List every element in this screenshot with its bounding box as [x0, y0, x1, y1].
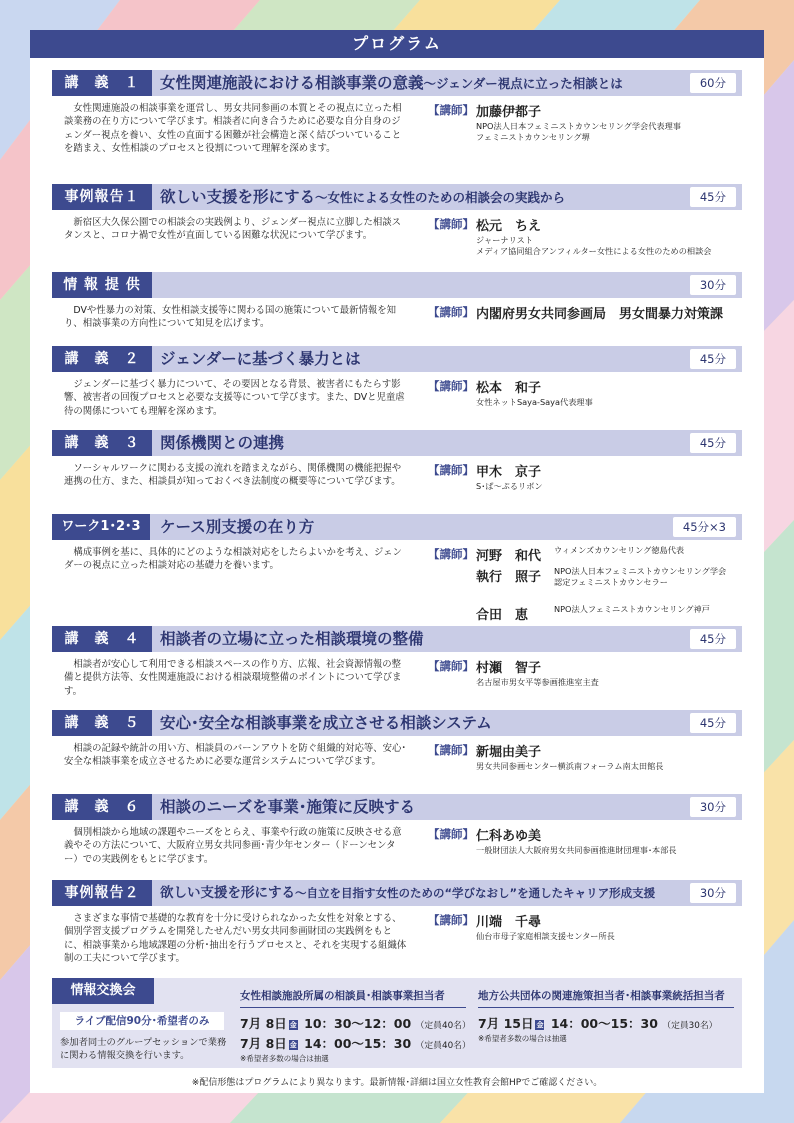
section-header: [52, 514, 742, 540]
section-lecture-3: [52, 430, 742, 512]
lecturer-name: 合田 恵: [476, 608, 529, 623]
lecturer-name: 松本 和子: [476, 381, 542, 396]
lecturer-row: [476, 604, 710, 623]
weekday-badge: 金: [289, 1020, 297, 1029]
section-header: [52, 184, 742, 210]
section-case-report-1: [52, 184, 742, 270]
duration-badge: 30分: [690, 883, 736, 903]
lecturer-label: 【講師】: [428, 743, 474, 757]
section-tag: 事例報告２: [52, 880, 152, 906]
session-row: 7月 8日 金 14：00〜15：30 （定員40名）: [240, 1036, 471, 1051]
section-tag: 講 義 ６: [52, 794, 152, 820]
section-description: ソーシャルワークに関わる支援の流れを踏まえながら、関係機関の機能把握や連携の仕方、また、相談員が知っておくべき法制度の概要等について学びます。: [64, 463, 402, 488]
section-description: 構成事例を基に、具体的にどのような相談対応をしたらよいかを考え、ジェンダーの視点に立った相談対応の基礎力を養います。: [64, 547, 402, 572]
section-description: さまざまな事情で基礎的な教育を十分に受けられなかった女性を対象とする、個別学習支援プログラムを開発したせんだい男女共同参画財団の実践例をもとに、相談事業から地域課題の分析･抽出を行うプロセスと、それを実現する組織体制の工夫について学びます。: [64, 913, 407, 964]
section-header: [52, 346, 742, 372]
exchange-tag: 情報交換会: [52, 978, 154, 1004]
lecturer-name: 執行 照子: [476, 570, 542, 585]
section-info: [52, 272, 742, 342]
capacity: （定員40名）: [415, 1021, 471, 1031]
capacity: （定員40名）: [415, 1041, 471, 1051]
lecturer-row: [476, 566, 726, 588]
page-title: プログラム: [30, 30, 764, 58]
live-stream-badge: ライブ配信90分･希望者のみ: [60, 1012, 224, 1030]
section-title: 安心･安全な相談事業を成立させる相談システム: [160, 714, 492, 732]
lecturer-name: 仁科あゆ美: [476, 829, 542, 844]
lecturer-label: 【講師】: [428, 547, 474, 561]
section-subtitle: 〜ジェンダー視点に立った相談とは: [423, 76, 623, 91]
weekday-badge: 金: [289, 1040, 297, 1049]
exchange-column-heading: 女性相談施設所属の相談員･相談事業担当者: [240, 988, 466, 1008]
section-subtitle: 〜自立を目指す女性のための“学びなおし”を通したキャリア形成支援: [295, 886, 656, 900]
lecturer-affiliation: ウィメンズカウンセリング徳島代表: [554, 545, 685, 555]
section-header: [52, 626, 742, 652]
section-description: 女性関連施設の相談事業を運営し、男女共同参画の本質とその視点に立った相談業務の在り方について学びます。相談者に向き合うために必要な自分自身のジェンダー視点を養い、女性の直面する困難が社会構造と深く結びついていることを踏まえ、女性相談のプロセスと役割について理解を深めます。: [64, 103, 402, 154]
section-description: ジェンダーに基づく暴力について、その要因となる背景、被害者にもたらす影響、被害者の回復プロセスと必要な支援等について学びます。また、DVと児童虐待の関係についても理解を深めます。: [64, 379, 405, 417]
lecturer-name: 新堀由美子: [476, 745, 542, 760]
section-subtitle: 〜女性による女性のための相談会の実践から: [315, 190, 566, 205]
section-header: [52, 430, 742, 456]
section-lecture-4: [52, 626, 742, 708]
duration-badge: 30分: [690, 797, 736, 817]
duration-badge: 45分: [690, 187, 736, 207]
section-case-report-2: [52, 880, 742, 976]
section-tag: 情 報 提 供: [52, 272, 152, 298]
section-lecture-5: [52, 710, 742, 792]
session-row: 7月 15日 金 14：00〜15：30 （定員30名）: [478, 1016, 718, 1031]
lecturer-affiliation: 名古屋市男女平等参画推進室主査: [476, 677, 599, 687]
section-title: 欲しい支援を形にする〜女性による女性のための相談会の実践から: [160, 188, 566, 206]
lecturer-name: 河野 和代: [476, 549, 542, 564]
section-work: [52, 514, 742, 636]
section-description: DVや性暴力の対策、女性相談支援等に関わる国の施策について最新情報を知り、相談事業の方向性について知見を広げます。: [64, 305, 397, 330]
section-description: 相談の記録や統計の用い方、相談員のバーンアウトを防ぐ組織的対応等、安心･安全な相談事業を成立させるために必要な運営システムについて学びます。: [64, 743, 407, 768]
section-description: 相談者が安心して利用できる相談スペースの作り方、広報、社会資源情報の整備と提供方法等、女性関連施設における相談環境整備のポイントについて学びます。: [64, 659, 402, 697]
section-title: 欲しい支援を形にする〜自立を目指す女性のための“学びなおし”を通したキャリア形成支援: [160, 885, 656, 901]
lecturer-label: 【講師】: [428, 659, 474, 673]
section-description: 個別相談から地域の課題やニーズをとらえ、事業や行政の施策に反映させる意義やその方法について、大阪府立男女共同参画･青少年センター（ドーンセンター）での実践例をもとに学びます。: [64, 827, 402, 865]
section-title: 女性関連施設における相談事業の意義〜ジェンダー視点に立った相談とは: [160, 74, 623, 92]
duration-badge: 45分: [690, 629, 736, 649]
section-title: ジェンダーに基づく暴力とは: [160, 350, 361, 368]
capacity: （定員30名）: [662, 1021, 718, 1031]
lecturer-name: 内閣府男女共同参画局 男女間暴力対策課: [476, 307, 724, 322]
lecturer-affiliation: 一般財団法人大阪府男女共同参画推進財団理事･本部長: [476, 845, 677, 855]
lecturer-name: 甲木 京子: [476, 465, 542, 480]
lecturer-label: 【講師】: [428, 305, 474, 319]
exchange-column-heading: 地方公共団体の関連施策担当者･相談事業統括担当者: [478, 988, 734, 1008]
section-lecture-2: [52, 346, 742, 428]
duration-badge: 45分: [690, 349, 736, 369]
section-description: 新宿区大久保公園での相談会の実践例より、ジェンダー視点に立脚した相談スタンスと、コロナ禍で女性が直面している困難な状況について学びます。: [64, 217, 401, 242]
section-header: [52, 794, 742, 820]
session-row: 7月 8日 金 10：30〜12：00 （定員40名）: [240, 1016, 471, 1031]
section-lecture-6: [52, 794, 742, 876]
section-header: [52, 710, 742, 736]
lecturer-affiliation: ジャーナリスト メディア協同組合アンフィルター女性による女性のための相談会: [476, 235, 712, 256]
lecturer-name: 村瀬 智子: [476, 661, 542, 676]
duration-badge: 45分: [690, 433, 736, 453]
lottery-note: ※希望者多数の場合は抽選: [240, 1054, 329, 1063]
section-lecture-1: [52, 70, 742, 180]
lecturer-name: 川端 千尋: [476, 915, 542, 930]
footer-note: ※配信形態はプログラムにより異なります。最新情報･詳細は国立女性教育会館HPでご確認ください。: [191, 1078, 603, 1088]
duration-badge: 60分: [690, 73, 736, 93]
lecturer-label: 【講師】: [428, 827, 474, 841]
info-exchange-box: [52, 978, 742, 1068]
section-header: [52, 880, 742, 906]
section-title: ケース別支援の在り方: [160, 518, 315, 536]
lecturer-affiliation: 女性ネットSaya-Saya代表理事: [476, 397, 593, 407]
section-tag: ワーク1･2･3: [52, 514, 150, 540]
exchange-description: 参加者同士のグループセッションで業務に関わる情報交換を行います。: [60, 1037, 227, 1061]
exchange-column-government-staff: [478, 988, 734, 1044]
lecturer-label: 【講師】: [428, 103, 474, 117]
exchange-column-facility-staff: [240, 988, 471, 1064]
section-tag: 講 義 １: [52, 70, 152, 96]
lecturer-row: [476, 545, 684, 564]
lecturer-label: 【講師】: [428, 913, 474, 927]
lecturer-label: 【講師】: [428, 379, 474, 393]
lecturer-affiliation: 仙台市母子家庭相談支援センター所長: [476, 931, 615, 941]
lottery-note: ※希望者多数の場合は抽選: [478, 1034, 567, 1043]
lecturer-affiliation: 男女共同参画センター横浜南フォーラム南太田館長: [476, 761, 664, 771]
duration-badge: 45分×3: [673, 517, 736, 537]
weekday-badge: 金: [536, 1020, 544, 1029]
lecturer-name: 松元 ちえ: [476, 219, 542, 234]
section-tag: 講 義 ２: [52, 346, 152, 372]
section-tag: 講 義 ４: [52, 626, 152, 652]
lecturer-label: 【講師】: [428, 217, 474, 231]
lecturer-name: 加藤伊都子: [476, 105, 542, 120]
lecturer-affiliation: NPO法人日本フェミニストカウンセリング学会 認定フェミニストカウンセラー: [554, 566, 727, 587]
lecturer-label: 【講師】: [428, 463, 474, 477]
section-title: 関係機関との連携: [160, 434, 285, 452]
lecturer-affiliation: S･ぱ〜ぷるリボン: [476, 481, 543, 491]
duration-badge: 45分: [690, 713, 736, 733]
lecturer-affiliation: NPO法人フェミニストカウンセリング神戸: [554, 604, 710, 614]
section-tag: 講 義 ５: [52, 710, 152, 736]
section-header: [52, 272, 742, 298]
duration-badge: 30分: [690, 275, 736, 295]
section-tag: 事例報告１: [52, 184, 152, 210]
section-title: 相談者の立場に立った相談環境の整備: [160, 630, 424, 648]
lecturer-affiliation: NPO法人日本フェミニストカウンセリング学会代表理事 フェミニストカウンセリング堺: [476, 121, 681, 142]
section-title: 相談のニーズを事業･施策に反映する: [160, 798, 415, 816]
section-tag: 講 義 ３: [52, 430, 152, 456]
section-header: [52, 70, 742, 96]
